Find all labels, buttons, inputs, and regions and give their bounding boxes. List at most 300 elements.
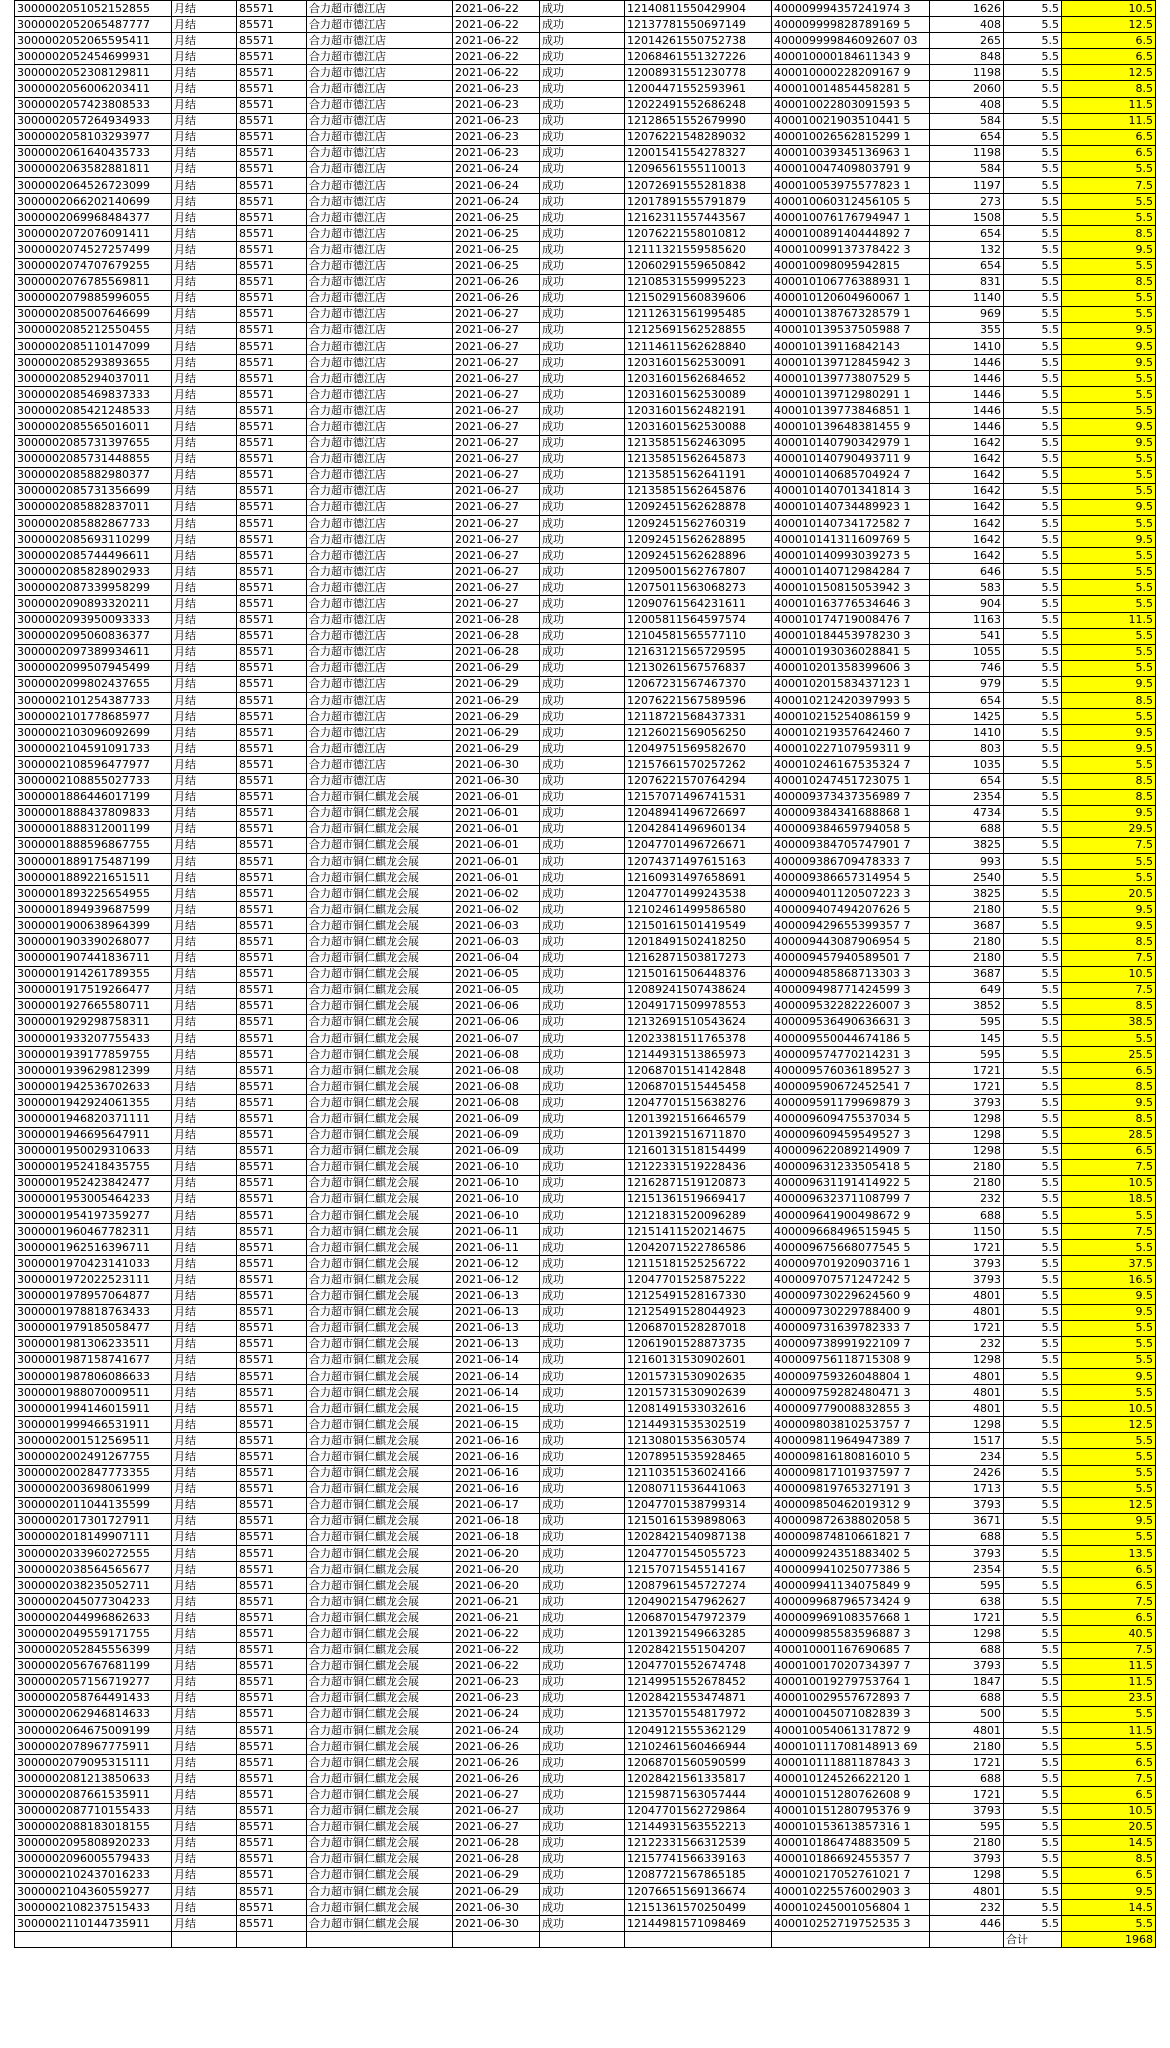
table-row [15, 773, 1156, 789]
cell-store-name: 合力超市德江店 [307, 371, 453, 387]
cell-status: 成功 [540, 612, 625, 628]
cell-fee: 8.5 [1062, 81, 1156, 97]
cell-settle-type: 月结 [172, 1143, 237, 1159]
cell-tracking-no: 400010140734489923 1 [772, 499, 930, 515]
cell-settle-type: 月结 [172, 1610, 237, 1626]
table-row [15, 1385, 1156, 1401]
cell-rate: 5.5 [1004, 1481, 1062, 1497]
table-row [15, 1272, 1156, 1288]
cell-merchant-id: 85571 [237, 1883, 307, 1899]
cell-rate: 5.5 [1004, 1771, 1062, 1787]
cell-transaction-no: 12060291559650842 [625, 258, 772, 274]
cell-settle-type: 月结 [172, 1819, 237, 1835]
cell-tracking-no: 400009874810661821 7 [772, 1529, 930, 1545]
cell-settle-type: 月结 [172, 1594, 237, 1610]
cell-status: 成功 [540, 1191, 625, 1207]
cell-fee: 5.5 [1062, 596, 1156, 612]
cell-merchant-id: 85571 [237, 789, 307, 805]
cell-merchant-id: 85571 [237, 1208, 307, 1224]
cell-date: 2021-06-23 [453, 145, 540, 161]
cell-date: 2021-06-08 [453, 1079, 540, 1095]
cell-rate: 5.5 [1004, 1626, 1062, 1642]
cell-rate: 5.5 [1004, 1352, 1062, 1368]
cell-settle-type: 月结 [172, 306, 237, 322]
cell-settle-type: 月结 [172, 580, 237, 596]
cell-status: 成功 [540, 870, 625, 886]
cell-tracking-no: 400010215254086159 9 [772, 709, 930, 725]
cell-date: 2021-06-29 [453, 1883, 540, 1899]
cell-tracking-no: 400009994357241974 3 [772, 1, 930, 17]
cell-transaction-no: 12135851562641191 [625, 467, 772, 483]
cell-status: 成功 [540, 97, 625, 113]
cell-weight: 1298 [930, 1127, 1004, 1143]
cell-tracking-no: 400010076176794947 1 [772, 210, 930, 226]
cell-rate: 5.5 [1004, 1819, 1062, 1835]
cell-settle-type: 月结 [172, 660, 237, 676]
cell-tracking-no: 400010227107959311 9 [772, 741, 930, 757]
cell-transaction-no: 12162871503817273 [625, 950, 772, 966]
cell-merchant-id: 85571 [237, 532, 307, 548]
cell-order-id: 3000001952418435755 [15, 1159, 172, 1175]
cell-settle-type: 月结 [172, 1723, 237, 1739]
cell-fee: 9.5 [1062, 1883, 1156, 1899]
cell-rate: 5.5 [1004, 1529, 1062, 1545]
cell-tracking-no: 400009498771424599 3 [772, 982, 930, 998]
cell-store-name: 合力超市德江店 [307, 773, 453, 789]
cell-weight: 584 [930, 113, 1004, 129]
cell-fee: 10.5 [1062, 966, 1156, 982]
table-row [15, 1191, 1156, 1207]
cell-tracking-no: 400009386657314954 5 [772, 870, 930, 886]
cell-tracking-no: 400010174719008476 7 [772, 612, 930, 628]
cell-store-name: 合力超市德江店 [307, 322, 453, 338]
cell-merchant-id: 85571 [237, 982, 307, 998]
cell-settle-type: 月结 [172, 1288, 237, 1304]
cell-order-id: 3000002079885996055 [15, 290, 172, 306]
cell-settle-type: 月结 [172, 676, 237, 692]
cell-settle-type: 月结 [172, 1031, 237, 1047]
cell-status: 成功 [540, 1143, 625, 1159]
cell-order-id: 3000002045077304233 [15, 1594, 172, 1610]
cell-tracking-no: 400010140712984284 7 [772, 564, 930, 580]
cell-settle-type: 月结 [172, 1433, 237, 1449]
cell-status: 成功 [540, 725, 625, 741]
cell-settle-type: 月结 [172, 274, 237, 290]
cell-order-id: 3000002101778685977 [15, 709, 172, 725]
cell-weight: 979 [930, 676, 1004, 692]
cell-order-id: 3000002081213850633 [15, 1771, 172, 1787]
cell-status: 成功 [540, 403, 625, 419]
cell-store-name: 合力超市德江店 [307, 49, 453, 65]
cell-store-name: 合力超市德江店 [307, 274, 453, 290]
sheet-body [15, 1, 1156, 1948]
cell-transaction-no: 12031601562482191 [625, 403, 772, 419]
cell-order-id: 3000002062946814633 [15, 1706, 172, 1722]
cell-status: 成功 [540, 1175, 625, 1191]
cell-store-name: 合力超市德江店 [307, 210, 453, 226]
cell-merchant-id: 85571 [237, 306, 307, 322]
cell-tracking-no: 400010212420397993 5 [772, 693, 930, 709]
cell-merchant-id: 85571 [237, 355, 307, 371]
cell-merchant-id: 85571 [237, 451, 307, 467]
table-row [15, 580, 1156, 596]
cell-rate: 5.5 [1004, 1304, 1062, 1320]
cell-transaction-no: 12080711536441063 [625, 1481, 772, 1497]
cell-transaction-no: 12076221570764294 [625, 773, 772, 789]
cell-settle-type: 月结 [172, 290, 237, 306]
cell-store-name: 合力超市德江店 [307, 435, 453, 451]
cell-merchant-id: 85571 [237, 1063, 307, 1079]
cell-merchant-id: 85571 [237, 564, 307, 580]
cell-transaction-no: 12092451562628895 [625, 532, 772, 548]
cell-fee: 7.5 [1062, 950, 1156, 966]
cell-weight: 1446 [930, 403, 1004, 419]
table-row [15, 1031, 1156, 1047]
cell-store-name: 合力超市德江店 [307, 757, 453, 773]
cell-date: 2021-06-22 [453, 17, 540, 33]
cell-merchant-id: 85571 [237, 966, 307, 982]
cell-date: 2021-06-01 [453, 789, 540, 805]
cell-tracking-no: 400009756118715308 9 [772, 1352, 930, 1368]
cell-settle-type: 月结 [172, 1787, 237, 1803]
cell-store-name: 合力超市德江店 [307, 499, 453, 515]
cell-fee: 8.5 [1062, 998, 1156, 1014]
empty-cell [540, 1932, 625, 1948]
cell-store-name: 合力超市铜仁麒龙会展 [307, 1336, 453, 1352]
cell-date: 2021-06-27 [453, 306, 540, 322]
cell-store-name: 合力超市铜仁麒龙会展 [307, 1159, 453, 1175]
cell-transaction-no: 12068461551327226 [625, 49, 772, 65]
cell-order-id: 3000002064526723099 [15, 178, 172, 194]
cell-transaction-no: 12157741566339163 [625, 1851, 772, 1867]
cell-fee: 12.5 [1062, 65, 1156, 81]
cell-transaction-no: 12160131530902601 [625, 1352, 772, 1368]
table-row [15, 628, 1156, 644]
cell-order-id: 3000002087661535911 [15, 1787, 172, 1803]
cell-tracking-no: 400010029557672893 7 [772, 1690, 930, 1706]
cell-fee: 5.5 [1062, 1240, 1156, 1256]
cell-order-id: 3000002011044135599 [15, 1497, 172, 1513]
cell-settle-type: 月结 [172, 1529, 237, 1545]
cell-store-name: 合力超市铜仁麒龙会展 [307, 1143, 453, 1159]
cell-rate: 5.5 [1004, 1835, 1062, 1851]
cell-transaction-no: 12047701538799314 [625, 1497, 772, 1513]
cell-transaction-no: 12087721567865185 [625, 1867, 772, 1883]
cell-order-id: 3000002085882837011 [15, 499, 172, 515]
cell-rate: 5.5 [1004, 1449, 1062, 1465]
cell-settle-type: 月结 [172, 1449, 237, 1465]
cell-transaction-no: 12096561555110013 [625, 161, 772, 177]
cell-tracking-no: 400010184453978230 3 [772, 628, 930, 644]
cell-store-name: 合力超市铜仁麒龙会展 [307, 821, 453, 837]
cell-settle-type: 月结 [172, 1, 237, 17]
cell-status: 成功 [540, 467, 625, 483]
cell-status: 成功 [540, 1529, 625, 1545]
cell-transaction-no: 12112631561995485 [625, 306, 772, 322]
cell-date: 2021-06-16 [453, 1433, 540, 1449]
table-row [15, 338, 1156, 354]
cell-rate: 5.5 [1004, 837, 1062, 853]
cell-date: 2021-06-08 [453, 1047, 540, 1063]
cell-weight: 831 [930, 274, 1004, 290]
cell-tracking-no: 400009536490636631 3 [772, 1014, 930, 1030]
cell-merchant-id: 85571 [237, 1610, 307, 1626]
cell-weight: 232 [930, 1336, 1004, 1352]
cell-date: 2021-06-01 [453, 870, 540, 886]
cell-transaction-no: 12005811564597574 [625, 612, 772, 628]
cell-weight: 4801 [930, 1368, 1004, 1384]
cell-date: 2021-06-13 [453, 1288, 540, 1304]
cell-rate: 5.5 [1004, 1, 1062, 17]
cell-merchant-id: 85571 [237, 676, 307, 692]
cell-date: 2021-06-09 [453, 1143, 540, 1159]
cell-status: 成功 [540, 1594, 625, 1610]
cell-rate: 5.5 [1004, 1095, 1062, 1111]
cell-order-id: 3000002057264934933 [15, 113, 172, 129]
cell-settle-type: 月结 [172, 33, 237, 49]
cell-status: 成功 [540, 499, 625, 515]
cell-date: 2021-06-27 [453, 580, 540, 596]
cell-merchant-id: 85571 [237, 226, 307, 242]
cell-transaction-no: 12076221558010812 [625, 226, 772, 242]
cell-weight: 1410 [930, 338, 1004, 354]
total-label: 合计 [1004, 1932, 1062, 1948]
cell-status: 成功 [540, 338, 625, 354]
cell-fee: 20.5 [1062, 886, 1156, 902]
cell-settle-type: 月结 [172, 403, 237, 419]
cell-status: 成功 [540, 242, 625, 258]
cell-weight: 145 [930, 1031, 1004, 1047]
cell-tracking-no: 400010053975577823 1 [772, 178, 930, 194]
table-row [15, 902, 1156, 918]
cell-settle-type: 月结 [172, 789, 237, 805]
cell-date: 2021-06-11 [453, 1224, 540, 1240]
table-row [15, 1787, 1156, 1803]
cell-order-id: 3000002090893320211 [15, 596, 172, 612]
cell-fee: 5.5 [1062, 1320, 1156, 1336]
cell-fee: 5.5 [1062, 628, 1156, 644]
cell-weight: 1626 [930, 1, 1004, 17]
cell-store-name: 合力超市铜仁麒龙会展 [307, 870, 453, 886]
table-row [15, 97, 1156, 113]
cell-date: 2021-06-16 [453, 1465, 540, 1481]
table-row [15, 290, 1156, 306]
cell-status: 成功 [540, 226, 625, 242]
cell-order-id: 3000001939629812399 [15, 1063, 172, 1079]
cell-store-name: 合力超市铜仁麒龙会展 [307, 837, 453, 853]
cell-order-id: 3000002085007646699 [15, 306, 172, 322]
table-row [15, 306, 1156, 322]
cell-transaction-no: 12075011563068273 [625, 580, 772, 596]
cell-merchant-id: 85571 [237, 65, 307, 81]
cell-tracking-no: 400009632371108799 7 [772, 1191, 930, 1207]
cell-weight: 2180 [930, 934, 1004, 950]
cell-tracking-no: 400009668496515945 5 [772, 1224, 930, 1240]
cell-fee: 8.5 [1062, 274, 1156, 290]
cell-rate: 5.5 [1004, 644, 1062, 660]
cell-weight: 1446 [930, 419, 1004, 435]
cell-settle-type: 月结 [172, 693, 237, 709]
cell-merchant-id: 85571 [237, 853, 307, 869]
cell-transaction-no: 12028421553474871 [625, 1690, 772, 1706]
cell-date: 2021-06-29 [453, 660, 540, 676]
cell-date: 2021-06-22 [453, 1, 540, 17]
cell-order-id: 3000001942536702633 [15, 1079, 172, 1095]
cell-order-id: 3000002064675009199 [15, 1723, 172, 1739]
cell-store-name: 合力超市德江店 [307, 258, 453, 274]
table-row [15, 709, 1156, 725]
cell-date: 2021-06-26 [453, 1755, 540, 1771]
cell-order-id: 3000002087710155433 [15, 1803, 172, 1819]
cell-weight: 1721 [930, 1755, 1004, 1771]
cell-weight: 273 [930, 194, 1004, 210]
cell-merchant-id: 85571 [237, 1175, 307, 1191]
cell-tracking-no: 400010201583437123 1 [772, 676, 930, 692]
cell-settle-type: 月结 [172, 532, 237, 548]
cell-weight: 746 [930, 660, 1004, 676]
cell-fee: 11.5 [1062, 1723, 1156, 1739]
cell-status: 成功 [540, 628, 625, 644]
cell-order-id: 3000002099507945499 [15, 660, 172, 676]
cell-order-id: 3000002061640435733 [15, 145, 172, 161]
cell-date: 2021-06-27 [453, 1819, 540, 1835]
cell-tracking-no: 400009872638802058 5 [772, 1513, 930, 1529]
cell-date: 2021-06-27 [453, 596, 540, 612]
cell-date: 2021-06-23 [453, 129, 540, 145]
cell-weight: 1642 [930, 451, 1004, 467]
cell-settle-type: 月结 [172, 1513, 237, 1529]
cell-settle-type: 月结 [172, 49, 237, 65]
cell-rate: 5.5 [1004, 113, 1062, 129]
cell-settle-type: 月结 [172, 709, 237, 725]
cell-weight: 654 [930, 693, 1004, 709]
cell-rate: 5.5 [1004, 338, 1062, 354]
cell-store-name: 合力超市德江店 [307, 483, 453, 499]
cell-order-id: 3000001981306233511 [15, 1336, 172, 1352]
table-row [15, 1352, 1156, 1368]
cell-transaction-no: 12149951552678452 [625, 1674, 772, 1690]
cell-tracking-no: 400009675668077545 5 [772, 1240, 930, 1256]
cell-fee: 7.5 [1062, 1594, 1156, 1610]
cell-settle-type: 月结 [172, 499, 237, 515]
cell-settle-type: 月结 [172, 918, 237, 934]
cell-status: 成功 [540, 1803, 625, 1819]
cell-settle-type: 月结 [172, 467, 237, 483]
cell-weight: 2354 [930, 789, 1004, 805]
table-row [15, 548, 1156, 564]
cell-fee: 5.5 [1062, 403, 1156, 419]
cell-fee: 5.5 [1062, 210, 1156, 226]
cell-transaction-no: 12089241507438624 [625, 982, 772, 998]
cell-settle-type: 月结 [172, 1224, 237, 1240]
cell-status: 成功 [540, 1867, 625, 1883]
cell-order-id: 3000002095060836377 [15, 628, 172, 644]
cell-rate: 5.5 [1004, 1674, 1062, 1690]
cell-merchant-id: 85571 [237, 499, 307, 515]
cell-merchant-id: 85571 [237, 403, 307, 419]
cell-merchant-id: 85571 [237, 516, 307, 532]
cell-weight: 1425 [930, 709, 1004, 725]
cell-store-name: 合力超市铜仁麒龙会展 [307, 1127, 453, 1143]
cell-tracking-no: 400009550044674186 5 [772, 1031, 930, 1047]
cell-date: 2021-06-15 [453, 1417, 540, 1433]
cell-merchant-id: 85571 [237, 1240, 307, 1256]
cell-weight: 3793 [930, 1256, 1004, 1272]
cell-order-id: 3000002066202140699 [15, 194, 172, 210]
cell-fee: 6.5 [1062, 1610, 1156, 1626]
cell-settle-type: 月结 [172, 612, 237, 628]
cell-store-name: 合力超市铜仁麒龙会展 [307, 1063, 453, 1079]
cell-status: 成功 [540, 178, 625, 194]
cell-transaction-no: 12068701547972379 [625, 1610, 772, 1626]
cell-date: 2021-06-29 [453, 741, 540, 757]
cell-tracking-no: 400009816180816010 5 [772, 1449, 930, 1465]
cell-status: 成功 [540, 1787, 625, 1803]
cell-rate: 5.5 [1004, 1723, 1062, 1739]
cell-merchant-id: 85571 [237, 644, 307, 660]
cell-fee: 40.5 [1062, 1626, 1156, 1642]
cell-order-id: 3000002057423808533 [15, 97, 172, 113]
cell-weight: 408 [930, 97, 1004, 113]
cell-weight: 2180 [930, 902, 1004, 918]
cell-merchant-id: 85571 [237, 1916, 307, 1932]
cell-merchant-id: 85571 [237, 113, 307, 129]
cell-rate: 5.5 [1004, 950, 1062, 966]
cell-tracking-no: 400009631191414922 5 [772, 1175, 930, 1191]
cell-order-id: 3000002085693110299 [15, 532, 172, 548]
cell-status: 成功 [540, 49, 625, 65]
cell-order-id: 3000002088183018155 [15, 1819, 172, 1835]
cell-transaction-no: 12061901528873735 [625, 1336, 772, 1352]
cell-weight: 654 [930, 773, 1004, 789]
cell-date: 2021-06-29 [453, 693, 540, 709]
cell-store-name: 合力超市铜仁麒龙会展 [307, 1835, 453, 1851]
cell-weight: 132 [930, 242, 1004, 258]
cell-date: 2021-06-22 [453, 33, 540, 49]
cell-transaction-no: 12128651552679990 [625, 113, 772, 129]
cell-date: 2021-06-27 [453, 419, 540, 435]
cell-fee: 8.5 [1062, 934, 1156, 950]
cell-tracking-no: 400010111881187843 3 [772, 1755, 930, 1771]
cell-merchant-id: 85571 [237, 725, 307, 741]
cell-weight: 1410 [930, 725, 1004, 741]
cell-order-id: 3000002001512569511 [15, 1433, 172, 1449]
table-row [15, 1433, 1156, 1449]
cell-rate: 5.5 [1004, 532, 1062, 548]
cell-tracking-no: 400009819765327191 3 [772, 1481, 930, 1497]
cell-settle-type: 月结 [172, 821, 237, 837]
cell-order-id: 3000001942924061355 [15, 1095, 172, 1111]
cell-weight: 1198 [930, 65, 1004, 81]
cell-merchant-id: 85571 [237, 837, 307, 853]
cell-tracking-no: 400009384659794058 5 [772, 821, 930, 837]
cell-rate: 5.5 [1004, 660, 1062, 676]
cell-rate: 5.5 [1004, 1047, 1062, 1063]
cell-settle-type: 月结 [172, 950, 237, 966]
cell-status: 成功 [540, 1626, 625, 1642]
cell-status: 成功 [540, 1916, 625, 1932]
cell-rate: 5.5 [1004, 918, 1062, 934]
cell-weight: 265 [930, 33, 1004, 49]
cell-settle-type: 月结 [172, 1867, 237, 1883]
cell-weight: 4801 [930, 1401, 1004, 1417]
table-row [15, 950, 1156, 966]
cell-transaction-no: 12140811550429904 [625, 1, 772, 17]
cell-settle-type: 月结 [172, 129, 237, 145]
table-row [15, 1706, 1156, 1722]
cell-settle-type: 月结 [172, 644, 237, 660]
cell-fee: 14.5 [1062, 1835, 1156, 1851]
